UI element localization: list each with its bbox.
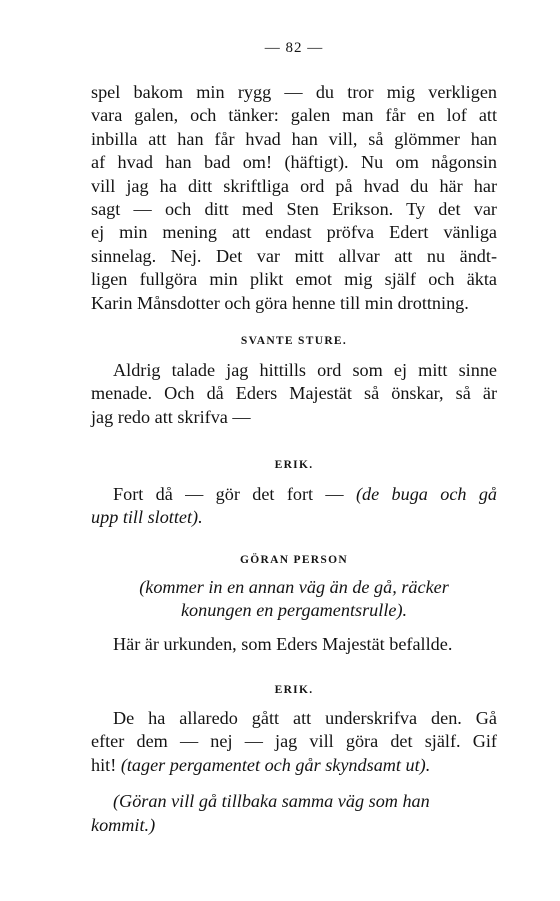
dialogue-block-erik: [91, 483, 497, 530]
stage-direction: (kommer in en annan väg än de gå, räcker: [139, 576, 449, 597]
spoken-text: hit!: [91, 754, 117, 775]
dialogue-block-goran: [91, 576, 497, 656]
text-line: Här är urkunden, som Eders Majestät befallde.: [113, 633, 453, 654]
text-line: De ha allaredo gått att underskrifva den. Gå: [113, 708, 497, 729]
text-line: [91, 754, 497, 777]
book-page: [91, 40, 497, 837]
text-line: [91, 483, 497, 506]
text-line: menade. Och då Eders Majestät så önskar, så är: [91, 383, 497, 404]
text-line: Aldrig talade jag hittills ord som ej mitt sinne: [113, 359, 497, 380]
text-line: jag redo att skrifva —: [91, 406, 251, 427]
text-line: efter dem — nej — jag vill göra det själf. Gif: [91, 731, 497, 752]
text-line: sagt — och ditt med Sten Erikson. Ty det var: [91, 198, 497, 219]
dialogue-block-svante: [91, 359, 497, 429]
text-line: ligen fullgöra min plikt emot mig själf och äkta: [91, 269, 497, 290]
speaker-name: ERIK.: [274, 459, 314, 472]
spoken-text: Fort då — gör det fort —: [113, 484, 344, 505]
text-line: Karin Månsdotter och göra henne till min drottning.: [91, 292, 469, 313]
dialogue-block-erik: [91, 707, 497, 777]
stage-direction: (tager pergamentet och går skyndsamt ut).: [120, 754, 431, 775]
text-line: ej min mening att endast pröfva Edert vänliga: [91, 222, 497, 243]
dialogue-block-erik: [91, 81, 497, 315]
stage-direction: konungen en pergamentsrulle).: [180, 600, 408, 621]
final-stage-direction: [91, 790, 497, 837]
stage-direction: kommit.): [91, 814, 156, 835]
text-line: inbilla att han får hvad han vill, så glömmer han: [91, 128, 497, 149]
text-line: sinnelag. Nej. Det var mitt allvar att nu ändt-: [91, 245, 497, 266]
speaker-name: GÖRAN PERSON: [240, 553, 348, 566]
text-line: vara galen, och tänker: galen man får en lof att: [91, 105, 497, 126]
speaker-name: SVANTE STURE.: [240, 334, 348, 347]
text-line: vill jag ha ditt skriftliga ord på hvad du här har: [91, 175, 497, 196]
speaker-name: ERIK.: [274, 684, 314, 697]
stage-direction: upp till slottet).: [91, 507, 203, 528]
stage-direction: (Göran vill gå tillbaka samma väg som han: [113, 791, 430, 812]
text-line: spel bakom min rygg — du tror mig verkligen: [91, 82, 497, 102]
stage-direction: (de buga och gå: [355, 484, 498, 505]
text-line: af hvad han bad om! (häftigt). Nu om någonsin: [91, 152, 497, 173]
page-number: — 82 —: [264, 40, 324, 56]
